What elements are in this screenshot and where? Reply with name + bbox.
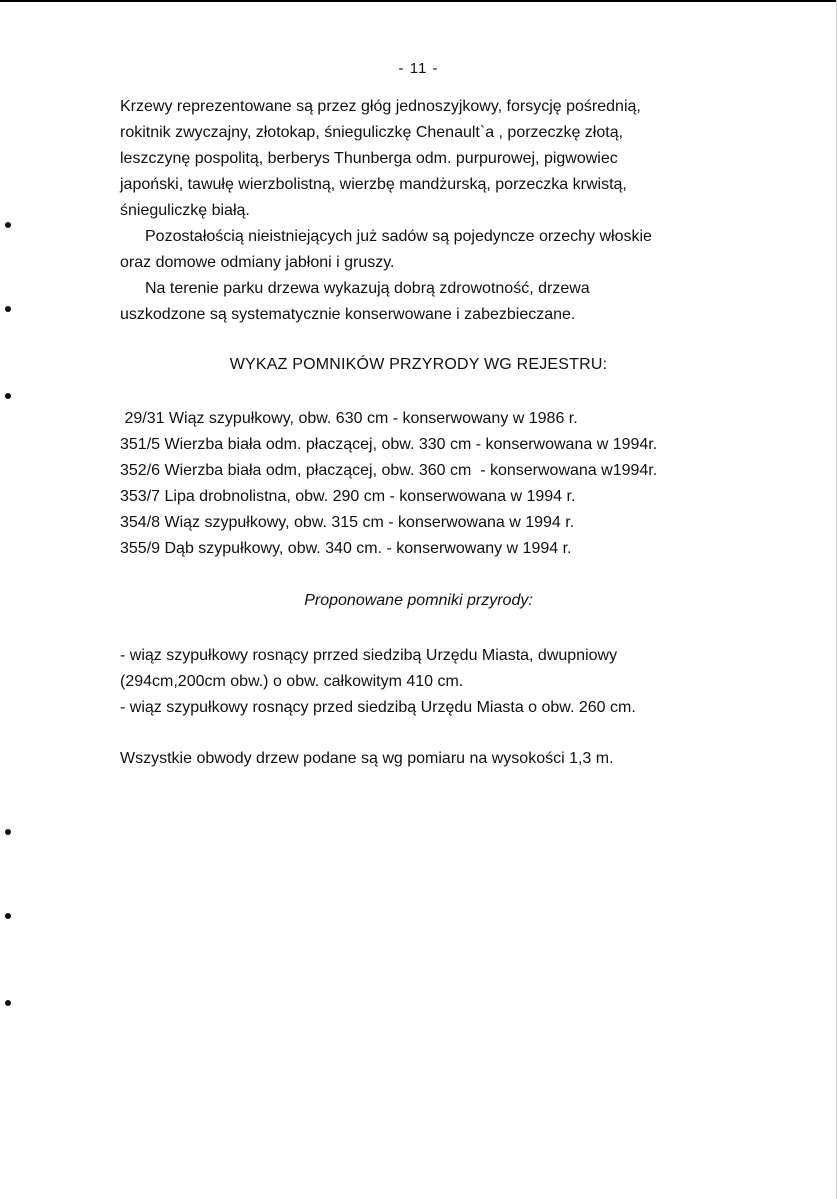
proposed-heading: Proponowane pomniki przyrody: (304, 592, 533, 609)
register-item: 353/7 Lipa drobnolistna, obw. 290 cm - konserwowana w 1994 r. (120, 488, 576, 505)
punch-hole-mark (5, 393, 11, 399)
page-number: - 11 - (398, 60, 439, 77)
text-line: rokitnik zwyczajny, złotokap, śnieguliczkę Chenault`a , porzeczkę złotą, (120, 124, 624, 141)
text-line: śnieguliczkę białą. (120, 202, 250, 219)
register-heading: WYKAZ POMNIKÓW PRZYRODY WG REJESTRU: (229, 356, 608, 373)
punch-hole-mark (5, 829, 11, 835)
register-item: 354/8 Wiąz szypułkowy, obw. 315 cm - konserwowana w 1994 r. (120, 514, 575, 531)
register-item: 352/6 Wierzba biała odm, płaczącej, obw. 360 cm - konserwowana w1994r. (120, 462, 658, 479)
text-line: Na terenie parku drzewa wykazują dobrą zdrowotność, drzewa (145, 280, 590, 297)
register-item: 351/5 Wierzba biała odm. płaczącej, obw. 330 cm - konserwowana w 1994r. (120, 436, 658, 453)
proposed-list (120, 643, 760, 721)
text-line: leszczynę pospolitą, berberys Thunberga odm. purpurowej, pigwowiec (120, 150, 618, 167)
text-line: japoński, tawułę wierzbolistną, wierzbę mandżurską, porzeczka krwistą, (120, 176, 627, 193)
punch-hole-mark (5, 306, 11, 312)
text-line: Krzewy reprezentowane są przez głóg jednoszyjkowy, forsycję pośrednią, (120, 98, 641, 115)
punch-hole-mark (5, 1000, 11, 1006)
measurement-note: Wszystkie obwody drzew podane są wg pomiaru na wysokości 1,3 m. (120, 750, 614, 767)
text-line: Pozostałością nieistniejących już sadów są pojedyncze orzechy włoskie (145, 228, 652, 245)
page-top-edge (0, 0, 837, 2)
text-line: oraz domowe odmiany jabłoni i gruszy. (120, 254, 395, 271)
proposed-item: - wiąz szypułkowy rosnący prrzed siedzibą Urzędu Miasta, dwupniowy (120, 647, 618, 664)
proposed-item: (294cm,200cm obw.) o obw. całkowitym 410 cm. (120, 673, 464, 690)
punch-hole-mark (5, 913, 11, 919)
body-paragraphs (120, 94, 720, 328)
register-item: 355/9 Dąb szypułkowy, obw. 340 cm. - konserwowany w 1994 r. (120, 540, 572, 557)
paragraph-orchards (120, 224, 720, 276)
proposed-item: - wiąz szypułkowy rosnący przed siedzibą Urzędu Miasta o obw. 260 cm. (120, 699, 636, 716)
register-list (120, 406, 760, 562)
paragraph-shrubs (120, 94, 720, 224)
register-item: 29/31 Wiąz szypułkowy, obw. 630 cm - konserwowany w 1986 r. (120, 410, 578, 427)
punch-hole-mark (5, 222, 11, 228)
paragraph-tree-health (120, 276, 720, 328)
text-line: uszkodzone są systematycznie konserwowane i zabezbieczane. (120, 306, 576, 323)
